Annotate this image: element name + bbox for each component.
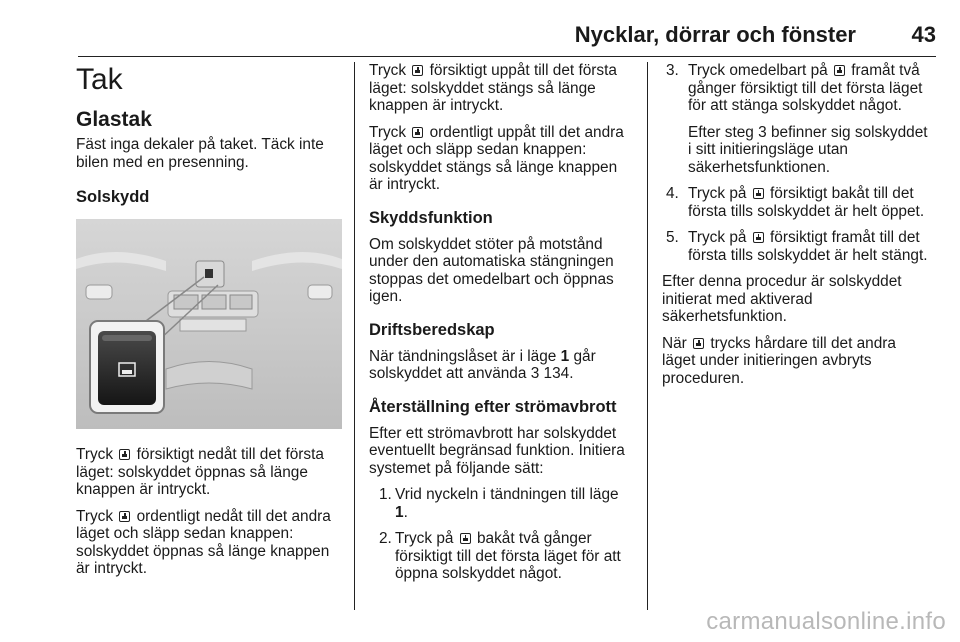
- column-3: [662, 62, 930, 396]
- sunblind-switch-icon: [693, 338, 704, 349]
- column-divider: [354, 62, 355, 610]
- subheading: Driftsberedskap: [369, 320, 495, 339]
- sunblind-switch-icon: [412, 127, 423, 138]
- sunblind-switch-icon: [119, 449, 130, 460]
- subheading: Återställning efter strömavbrott: [369, 397, 617, 416]
- steps-list: [369, 486, 633, 583]
- paragraph: När trycks hårdare till det andra läget under initieringen avbryts proceduren.: [662, 334, 896, 387]
- step-note: Efter steg 3 befinner sig solskyddet i sitt initieringsläge utan säkerhetsfunktionen.: [688, 123, 928, 176]
- page-header: [0, 0, 960, 58]
- sunblind-switch-icon: [753, 188, 764, 199]
- header-rule: [78, 56, 936, 57]
- page-reference-icon: 3: [530, 365, 540, 382]
- list-item: 3. Tryck omedelbart på framåt två gånger försiktigt till det första läget för att stänga solskyddet något. Efter steg 3 befinner sig solskyddet i sitt initieringsläge utan säkerhetsfunktionen.: [662, 62, 930, 176]
- section-heading: Tak: [76, 63, 123, 96]
- paragraph: Tryck försiktigt uppåt till det första läget: solskyddet stängs så länge knappen är intryckt.: [369, 62, 617, 114]
- chapter-title: Nycklar, dörrar och fönster: [574, 22, 856, 47]
- paragraph: När tändningslåset är i läge 1 går solskyddet att använda 3 134.: [369, 347, 596, 382]
- list-item: 2. Tryck på bakåt två gånger försiktigt till det första läget för att öppna solskyddet något.: [379, 530, 621, 582]
- sunblind-switch-icon: [460, 533, 471, 544]
- subsection-heading: Glastak: [76, 108, 152, 131]
- paragraph: Tryck ordentligt uppåt till det andra läget och släpp sedan knappen: solskyddet stängs så länge knappen är intryckt.: [369, 123, 624, 193]
- list-item: 4. Tryck på försiktigt bakåt till det första tills solskyddet är helt öppet.: [666, 185, 925, 220]
- subheading: Skyddsfunktion: [369, 208, 493, 227]
- sunblind-switch-icon: [834, 65, 845, 76]
- paragraph: Tryck försiktigt nedåt till det första läget: solskyddet öppnas så länge knappen är intryckt.: [76, 446, 324, 498]
- sunblind-switch-icon: [119, 511, 130, 522]
- watermark: carmanualsonline.info: [706, 608, 946, 635]
- paragraph: Fäst inga dekaler på taket. Täck inte bilen med en presenning.: [76, 136, 324, 171]
- column-2: [369, 62, 633, 592]
- column-1: [76, 62, 344, 587]
- subheading: Solskydd: [76, 188, 150, 206]
- sunblind-switch-illustration: [76, 219, 342, 429]
- paragraph: Tryck ordentligt nedåt till det andra läget och släpp sedan knappen: solskyddet öppnas så länge knappen är intryckt.: [76, 507, 331, 577]
- sunblind-switch-icon: [412, 65, 423, 76]
- list-item: 5. Tryck på försiktigt framåt till det första tills solskyddet är helt stängt.: [666, 229, 928, 264]
- column-divider: [647, 62, 648, 610]
- page-number: 43: [911, 22, 936, 47]
- paragraph: Efter ett strömavbrott har solskyddet eventuellt begränsad funktion. Initiera systemet på följande sätt:: [369, 424, 625, 477]
- paragraph: Om solskyddet stöter på motstånd under den automatiska stängningen stoppas det omedelbart och öppnas igen.: [369, 235, 614, 305]
- sunblind-switch-icon: [753, 232, 764, 243]
- paragraph: Efter denna procedur är solskyddet initierat med aktiverad säkerhetsfunktion.: [662, 273, 902, 325]
- steps-list: [662, 62, 930, 264]
- list-item: 1. Vrid nyckeln i tändningen till läge 1.: [379, 486, 619, 521]
